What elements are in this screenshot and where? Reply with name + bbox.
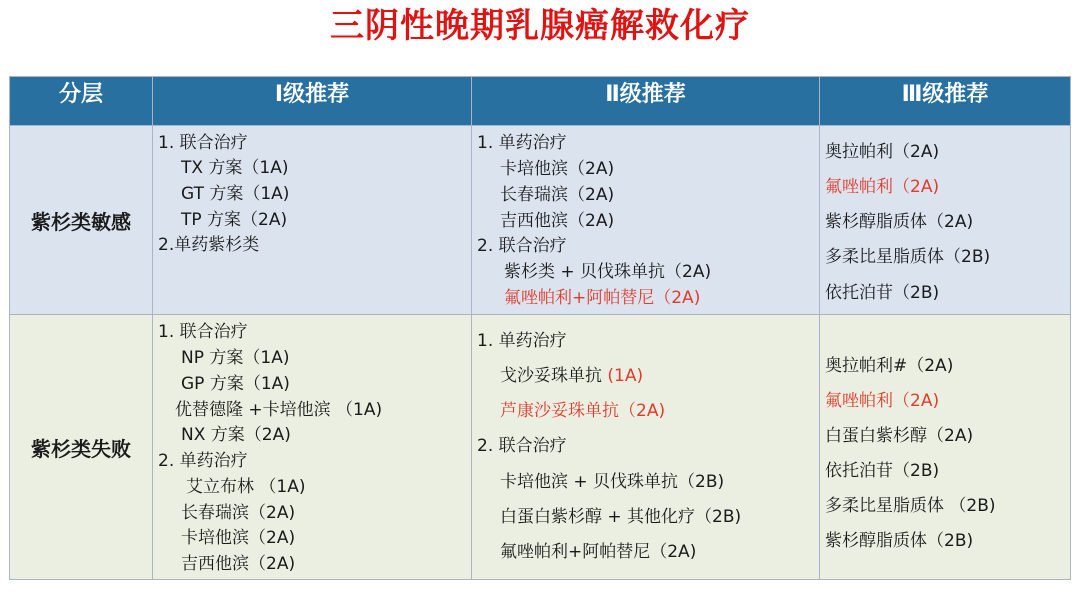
list-item [500, 364, 643, 388]
list-item: 1. 单药治疗 [477, 331, 567, 351]
page-title: 三阴性晚期乳腺癌解救化疗 [330, 6, 750, 46]
list-item: TP 方案（2A) [181, 210, 288, 230]
list-item: 长春瑞滨（2A) [500, 185, 615, 205]
header-layer: 分层 [10, 77, 153, 126]
level1-cell [153, 126, 472, 315]
list-item: TX 方案（1A) [181, 158, 289, 178]
list-item-highlight: 芦康沙妥珠单抗（2A) [500, 401, 666, 421]
header-level2: Ⅱ级推荐 [472, 77, 820, 126]
list-item: 紫杉醇脂质体（2A) [825, 212, 974, 232]
list-item-highlight: 氟唑帕利+阿帕替尼（2A) [504, 288, 701, 308]
list-item: 多柔比星脂质体（2B) [825, 247, 991, 267]
list-item: 多柔比星脂质体 （2B) [825, 496, 996, 516]
drug-name: 戈沙妥珠单抗 [500, 366, 602, 386]
layer-cell: 紫杉类敏感 [10, 126, 153, 315]
list-item: GP 方案（1A) [181, 374, 290, 394]
list-item: 卡培他滨 + 贝伐珠单抗（2B) [500, 472, 725, 492]
level2-cell [472, 315, 820, 580]
list-item: 长春瑞滨（2A) [181, 503, 296, 523]
list-item: 2. 联合治疗 [477, 436, 567, 456]
list-item-highlight: 氟唑帕利（2A) [825, 177, 940, 197]
list-item-highlight: 氟唑帕利（2A) [825, 391, 940, 411]
list-item: 紫杉类 + 贝伐珠单抗（2A) [504, 262, 712, 282]
level2-cell [472, 126, 820, 315]
list-item: 2. 单药治疗 [158, 451, 248, 471]
table-header-row [10, 77, 1071, 126]
regimen-table [9, 76, 1071, 580]
header-level3: Ⅲ级推荐 [820, 77, 1071, 126]
list-item: NX 方案（2A) [181, 425, 291, 445]
list-item: 紫杉醇脂质体（2B) [825, 531, 974, 551]
list-item: 优替德隆 +卡培他滨 （1A) [175, 400, 383, 420]
list-item: 氟唑帕利+阿帕替尼（2A) [500, 542, 697, 562]
list-item: GT 方案（1A) [181, 184, 290, 204]
list-item: 依托泊苷（2B) [825, 461, 940, 481]
table-row [10, 126, 1071, 315]
list-item: 吉西他滨（2A) [181, 554, 296, 574]
list-item: 奥拉帕利（2A) [825, 142, 940, 162]
list-item: 艾立布林 （1A) [186, 477, 306, 497]
list-item: 1. 联合治疗 [158, 133, 248, 153]
list-item: 奥拉帕利#（2A) [825, 356, 954, 376]
list-item: NP 方案（1A) [181, 348, 290, 368]
list-item: 1. 联合治疗 [158, 322, 248, 342]
list-item: 2.单药紫杉类 [158, 235, 260, 255]
list-item: 卡培他滨（2A) [181, 528, 296, 548]
list-item: 1. 单药治疗 [477, 133, 567, 153]
evidence-grade: (1A) [607, 366, 644, 386]
layer-cell: 紫杉类失败 [10, 315, 153, 580]
level3-cell [820, 126, 1071, 315]
list-item: 白蛋白紫杉醇 + 其他化疗（2B) [500, 507, 742, 527]
level1-cell [153, 315, 472, 580]
list-item: 依托泊苷（2B) [825, 283, 940, 303]
list-item: 吉西他滨（2A) [500, 211, 615, 231]
list-item: 白蛋白紫杉醇（2A) [825, 426, 974, 446]
table-row [10, 315, 1071, 580]
header-level1: Ⅰ级推荐 [153, 77, 472, 126]
list-item: 卡培他滨（2A) [500, 159, 615, 179]
list-item: 2. 联合治疗 [477, 236, 567, 256]
level3-cell [820, 315, 1071, 580]
